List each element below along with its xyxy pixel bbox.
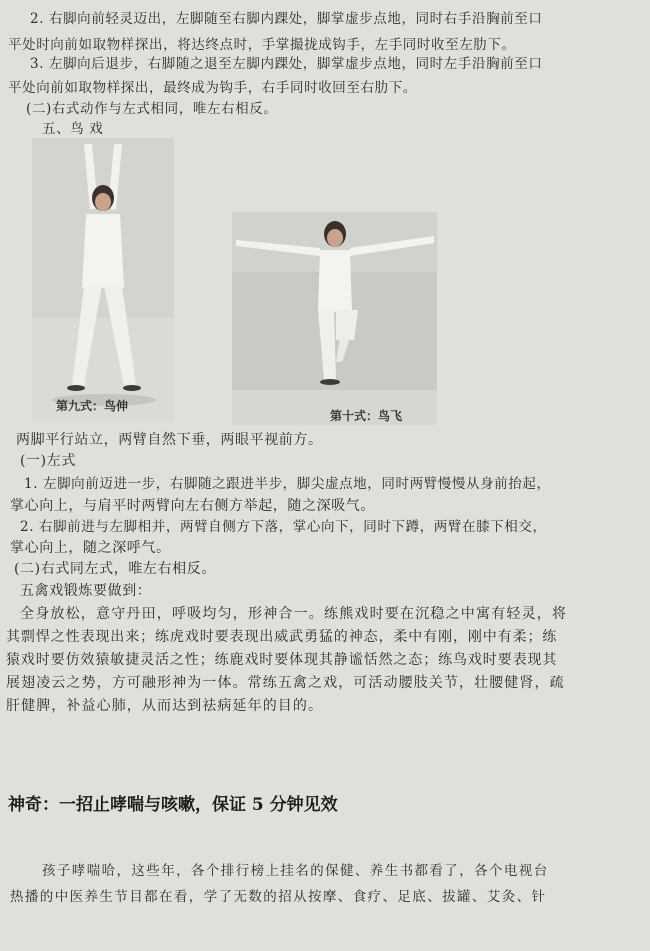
text-line: 展翅凌云之势，方可融形神为一体。常练五禽之戏，可活动腰肢关节，壮腰健肾，疏 [6,675,565,691]
text-line: 3. 左脚向后退步，右脚随之退至左脚内踝处，脚掌虚步点地，同时左手沿胸前至口 [30,56,543,72]
text-line: 全身放松，意守丹田，呼吸均匀，形神合一。练熊戏时要在沉稳之中寓有轻灵，将 [20,606,568,622]
text-line: 平处时向前如取物样探出，将达终点时，手掌撮拢成钩手，左手同时收至左肋下。 [8,37,516,53]
text-line: 2. 右脚前进与左脚相并，两臂自侧方下落，掌心向下，同时下蹲，两臂在膝下相交， [20,519,547,535]
text-line: 孩子哮喘哈，这些年，各个排行榜上挂名的保健、养生书都看了，各个电视台 [42,863,549,879]
text-line: 2. 右脚向前轻灵迈出，左脚随至右脚内踝处，脚掌虚步点地，同时右手沿胸前至口 [30,11,543,27]
text-line: 五禽戏锻炼要做到： [20,583,152,599]
photo-caption: 第十式：鸟飞 [330,409,403,423]
photo-bird-fly [232,212,437,425]
text-line: 肝健脾，补益心肺，从而达到祛病延年的目的。 [6,698,324,714]
text-line: 掌心向上，随之深呼气。 [10,540,171,556]
text-line: 1. 左脚向前迈进一步，右脚随之跟进半步，脚尖虚点地，同时两臂慢慢从身前抬起， [24,476,551,492]
text-line: 猿戏时要仿效猿敏捷灵活之性；练鹿戏时要体现其静谧恬然之态；练鸟戏时要表现其 [6,652,558,668]
section-heading: 五、鸟 戏 [42,121,104,137]
text-line: 平处向前如取物样探出，最终成为钩手，右手同时收回至右肋下。 [8,80,417,96]
photo-caption: 第九式：鸟伸 [56,399,129,413]
text-line: 热播的中医养生节目都在看，学了无数的招从按摩、食疗、足底、拔罐、艾灸、针 [10,889,547,905]
photo-bird-stretch [32,138,174,423]
article-heading: 神奇：一招止哮喘与咳嗽，保证 5 分钟见效 [8,795,338,815]
text-line: (一)左式 [20,453,76,469]
text-line: (二)右式同左式，唯左右相反。 [14,561,216,577]
text-line: (二)右式动作与左式相同，唯左右相反。 [26,101,278,117]
text-line: 两脚平行站立，两臂自然下垂，两眼平视前方。 [16,432,323,448]
text-line: 掌心向上，与肩平时两臂向左右侧方举起，随之深吸气。 [10,498,375,514]
text-line: 其剽悍之性表现出来；练虎戏时要表现出威武勇猛的神态，柔中有刚，刚中有柔；练 [6,629,558,645]
